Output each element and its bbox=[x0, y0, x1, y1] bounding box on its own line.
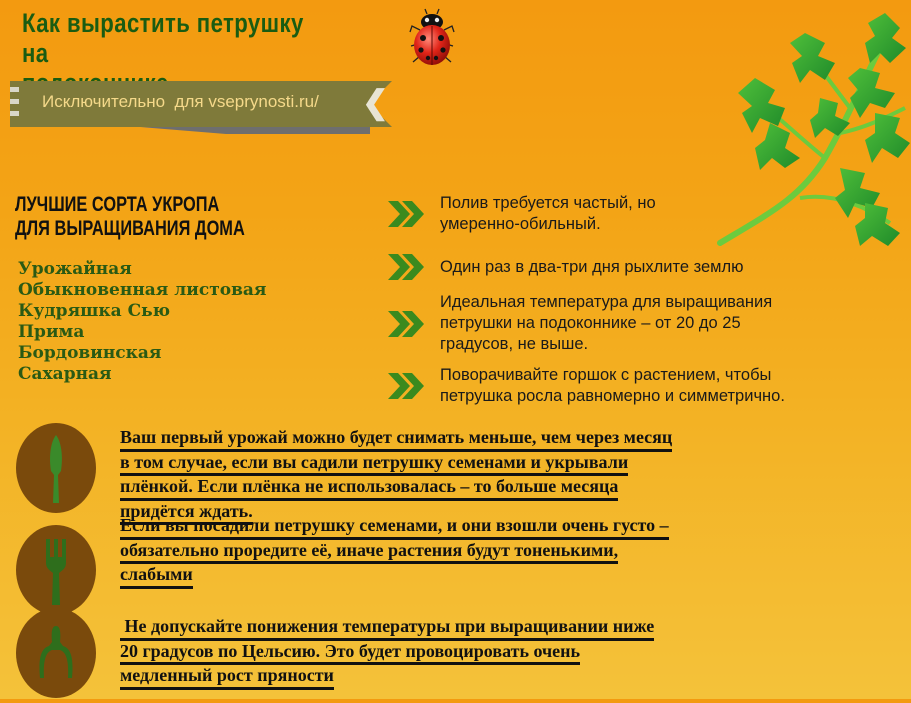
garden-fork-icon bbox=[16, 525, 96, 615]
chevron-left-icon: ❮ bbox=[362, 84, 389, 120]
tip-item bbox=[386, 365, 856, 407]
note-icon-badge bbox=[16, 608, 96, 698]
tip-text bbox=[440, 365, 785, 407]
note-line: Ваш первый урожай можно будет снимать меньше, чем через месяц bbox=[120, 427, 672, 452]
tip-line: Поворачивайте горшок с растением, чтобы bbox=[440, 366, 772, 384]
note-line: медленный рост пряности bbox=[120, 665, 334, 690]
note-line: в том случае, если вы садили петрушку семенами и укрывали bbox=[120, 452, 628, 477]
tip-line: Полив требуется частый, но bbox=[440, 194, 656, 212]
note-item bbox=[120, 427, 672, 525]
banner-stitch bbox=[10, 111, 19, 116]
banner-text: Исключительно для vseprynosti.ru/ bbox=[42, 92, 319, 111]
note-line: 20 градусов по Цельсию. Это будет провоцировать очень bbox=[120, 641, 580, 666]
tip-line: градусов, не выше. bbox=[440, 335, 589, 353]
tip-line: петрушки на подоконнике – от 20 до 25 bbox=[440, 314, 741, 332]
banner-stitch bbox=[10, 87, 19, 92]
pruning-shears-icon bbox=[16, 608, 96, 698]
variety-item: Обыкновенная листовая bbox=[18, 280, 267, 300]
note-line: придётся ждать. bbox=[120, 501, 253, 526]
tip-line: Идеальная температура для выращивания bbox=[440, 293, 773, 311]
tip-line: Один раз в два-три дня рыхлите землю bbox=[440, 257, 744, 276]
tip-item bbox=[386, 193, 856, 235]
tip-text bbox=[440, 193, 656, 235]
variety-item: Прима bbox=[18, 322, 85, 342]
tip-text bbox=[440, 292, 772, 355]
note-item bbox=[120, 616, 654, 690]
varieties-heading-line-2: ДЛЯ ВЫРАЩИВАНИЯ ДОМА bbox=[15, 217, 245, 240]
double-chevron-icon bbox=[386, 371, 426, 401]
varieties-heading bbox=[15, 193, 245, 241]
double-chevron-icon bbox=[386, 199, 426, 229]
tip-item bbox=[386, 252, 856, 282]
varieties-heading-line-1: ЛУЧШИЕ СОРТА УКРОПА bbox=[15, 193, 220, 216]
ladybug-icon bbox=[408, 8, 456, 70]
variety-item: Сахарная bbox=[18, 364, 112, 384]
note-line: слабыми bbox=[120, 564, 193, 589]
tip-text bbox=[440, 257, 744, 278]
note-line: плёнкой. Если плёнка не использовалась – то больше месяца bbox=[120, 476, 618, 501]
note-line: Не допускайте понижения температуры при выращивании ниже bbox=[120, 616, 654, 641]
variety-item: Урожайная bbox=[18, 259, 132, 279]
note-item bbox=[120, 515, 669, 589]
note-icon-badge bbox=[16, 525, 96, 615]
banner-stitch bbox=[10, 99, 19, 104]
note-line: Если вы посадили петрушку семенами, и они взошли очень густо – bbox=[120, 515, 669, 540]
title-line-1: Как вырастить петрушку на bbox=[22, 8, 304, 68]
varieties-list bbox=[18, 259, 266, 385]
double-chevron-icon bbox=[386, 252, 426, 282]
note-icon-badge bbox=[16, 423, 96, 513]
trowel-icon bbox=[16, 423, 96, 513]
variety-item: Кудряшка Сью bbox=[18, 301, 171, 321]
variety-item: Бордовинская bbox=[18, 343, 162, 363]
tip-line: петрушка росла равномерно и симметрично. bbox=[440, 387, 785, 405]
double-chevron-icon bbox=[386, 309, 426, 339]
tip-line: умеренно-обильный. bbox=[440, 215, 601, 233]
note-line: обязательно проредите её, иначе растения будут тоненькими, bbox=[120, 540, 618, 565]
tip-item bbox=[386, 292, 856, 355]
